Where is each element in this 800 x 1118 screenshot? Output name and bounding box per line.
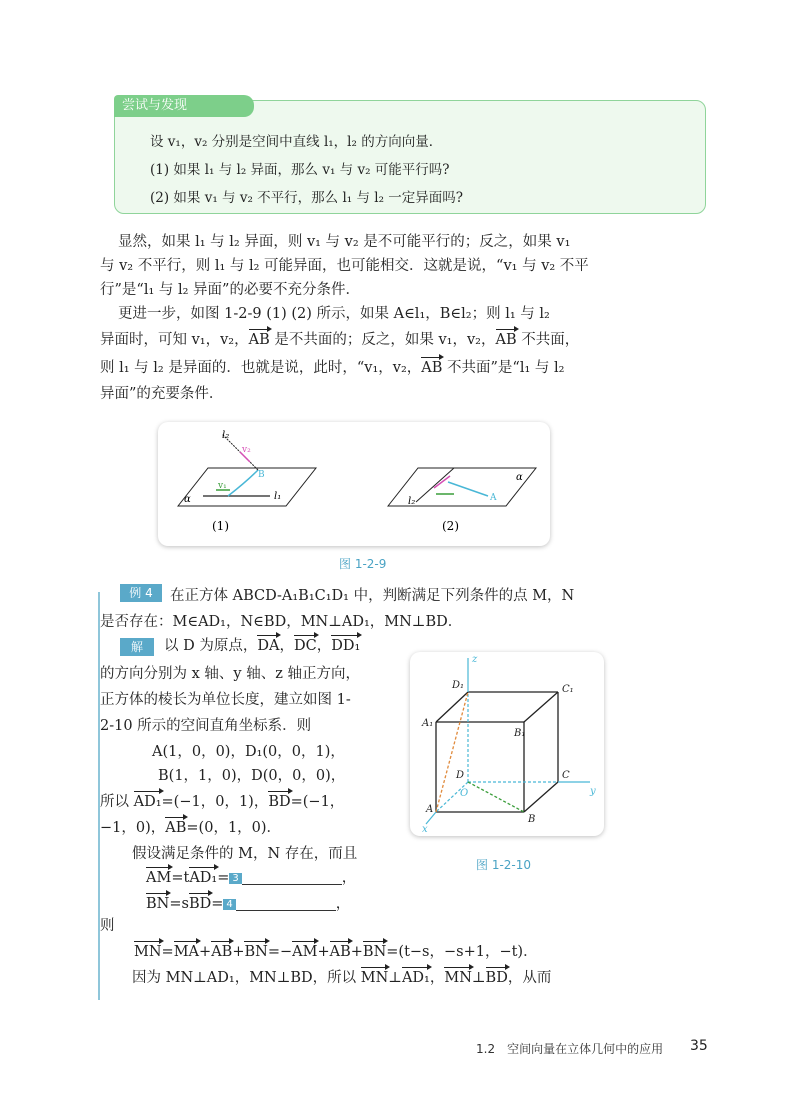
- para2-line2: 异面时，可知 v₁，v₂，AB 是不共面的；反之，如果 v₁，v₂，AB 不共面，: [100, 332, 580, 348]
- para2-line1: 更进一步，如图 1-2-9 (1) (2) 所示，如果 A∈l₁，B∈l₂；则 l₁ 与 l₂: [118, 306, 550, 322]
- solution-line12: 则: [100, 918, 115, 934]
- try-box-title: 尝试与发现: [114, 95, 254, 117]
- svg-text:A₁: A₁: [422, 718, 434, 729]
- svg-text:x: x: [422, 824, 428, 835]
- try-line-2: (1) 如果 l₁ 与 l₂ 异面，那么 v₁ 与 v₂ 可能平行吗?: [150, 162, 450, 178]
- blank-3[interactable]: [242, 872, 342, 885]
- svg-text:v₂: v₂: [242, 445, 251, 455]
- figure-1-2-10: [410, 652, 604, 836]
- solution-line7: 所以 AD₁=(−1，0，1)，BD=(−1，: [100, 794, 345, 810]
- example-tag: 例 4: [120, 584, 162, 602]
- solution-line8: −1，0)，AB=(0，1，0)．: [100, 820, 282, 836]
- blank-4[interactable]: [236, 898, 336, 911]
- svg-text:D: D: [456, 770, 465, 781]
- solution-line5: A(1，0，0)，D₁(0，0，1)，: [152, 744, 345, 760]
- solution-line9: 假设满足条件的 M，N 存在，而且: [132, 846, 358, 862]
- para2-line3: 则 l₁ 与 l₂ 是异面的．也就是说，此时，“v₁，v₂，AB 不共面”是“l₁ 与 l₂: [100, 360, 565, 376]
- footer-section-title: 1.2 空间向量在立体几何中的应用: [476, 1042, 664, 1056]
- svg-text:A: A: [426, 804, 434, 815]
- subfig-1-label: (1): [212, 519, 229, 533]
- solution-line1: 以 D 为原点，DA，DC，DD₁: [164, 638, 361, 654]
- svg-text:O: O: [460, 788, 469, 799]
- svg-text:C₁: C₁: [562, 684, 574, 695]
- para1-line1: 显然，如果 l₁ 与 l₂ 异面，则 v₁ 与 v₂ 是不可能平行的；反之，如果 v₁: [118, 234, 571, 250]
- solution-tag: 解: [120, 638, 154, 656]
- svg-text:B: B: [528, 814, 536, 825]
- solution-line13: MN=MA+AB+BN=−AM+AB+BN=(t−s，−s+1，−t)．: [134, 944, 538, 960]
- solution-line11: BN=sBD= 4 ，: [146, 896, 351, 912]
- svg-text:D₁: D₁: [452, 680, 465, 691]
- svg-text:y: y: [590, 786, 596, 797]
- try-line-3: (2) 如果 v₁ 与 v₂ 不平行，那么 l₁ 与 l₂ 一定异面吗?: [150, 190, 464, 206]
- try-line-1: 设 v₁，v₂ 分别是空间中直线 l₁，l₂ 的方向向量．: [150, 134, 443, 150]
- example-line2: 是否存在：M∈AD₁，N∈BD，MN⊥AD₁，MN⊥BD．: [100, 614, 463, 630]
- para1-line3: 行”是“l₁ 与 l₂ 异面”的必要不充分条件．: [100, 282, 360, 298]
- svg-text:l₁: l₁: [274, 491, 282, 502]
- example-line1: 在正方体 ABCD-A₁B₁C₁D₁ 中，判断满足下列条件的点 M，N: [170, 588, 575, 604]
- para1-line2: 与 v₂ 不平行，则 l₁ 与 l₂ 可能异面，也可能相交．这就是说，“v₁ 与 v₂ 不平: [100, 258, 589, 274]
- figure-1-2-9-drawing: [158, 422, 550, 546]
- svg-text:l₂: l₂: [408, 496, 416, 507]
- para2-line4: 异面”的充要条件．: [100, 386, 224, 402]
- svg-text:l₂: l₂: [222, 430, 230, 441]
- page-number: 35: [690, 1038, 708, 1054]
- solution-line3: 正方体的棱长为单位长度，建立如图 1-: [100, 692, 351, 708]
- solution-line14: 因为 MN⊥AD₁，MN⊥BD，所以 MN⊥AD₁，MN⊥BD，从而: [132, 970, 552, 986]
- figure-1-2-10-drawing: [410, 652, 604, 836]
- svg-text:B₁: B₁: [514, 728, 526, 739]
- svg-text:B: B: [258, 470, 265, 480]
- figure-1-2-9-caption: 图 1-2-9: [339, 557, 387, 571]
- svg-text:v₁: v₁: [218, 481, 227, 491]
- svg-text:C: C: [562, 770, 570, 781]
- plane-2: [388, 468, 536, 507]
- svg-text:A: A: [490, 493, 497, 503]
- solution-line2: 的方向分别为 x 轴、y 轴、z 轴正方向，: [100, 666, 360, 682]
- figure-1-2-10-caption: 图 1-2-10: [476, 858, 532, 872]
- svg-text:α: α: [516, 472, 523, 483]
- solution-line6: B(1，1，0)，D(0，0，0)，: [158, 768, 346, 784]
- svg-text:z: z: [472, 654, 478, 665]
- subfig-2-label: (2): [442, 519, 459, 533]
- plane-1: [178, 430, 316, 506]
- solution-line4: 2-10 所示的空间直角坐标系．则: [100, 718, 312, 734]
- solution-line10: AM=tAD₁= 3 ，: [146, 870, 357, 886]
- svg-text:α: α: [184, 494, 191, 505]
- figure-1-2-9: [158, 422, 550, 546]
